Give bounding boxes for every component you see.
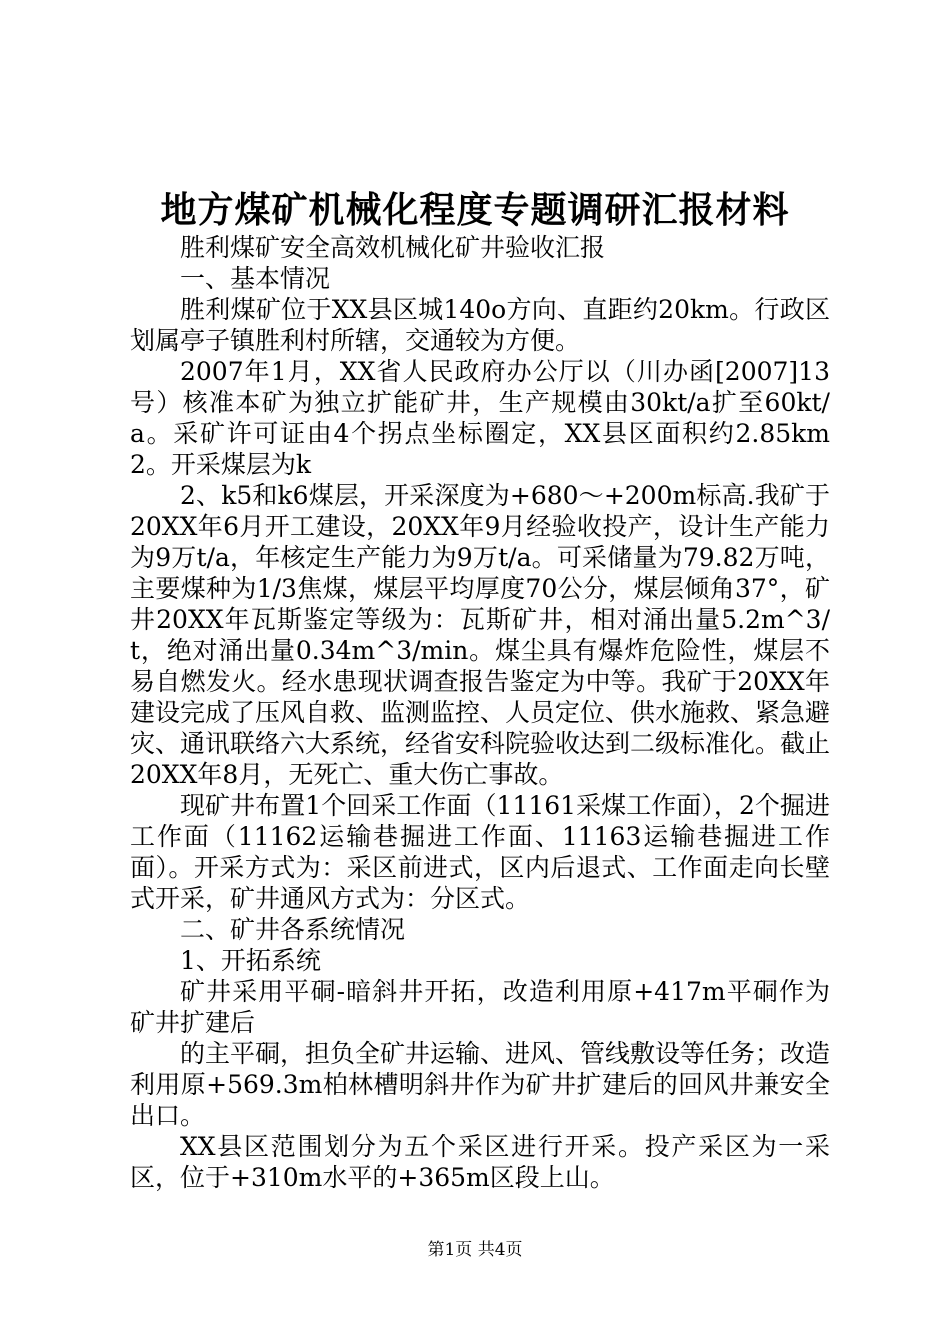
paragraph-location: 胜利煤矿位于XX县区城140o方向、直距约20km。行政区划属亭子镇胜利村所辖，交通较为方便。 <box>130 295 830 355</box>
page-footer: 第1页 共4页 <box>427 1240 523 1260</box>
paragraph-heading-systems: 二、矿井各系统情况 <box>180 915 406 944</box>
document-body <box>130 232 830 1193</box>
paragraph-coal-seams: 2、k5和k6煤层，开采深度为+680～+200m标高.我矿于20XX年6月开工建设，20XX年9月经验收投产，设计生产能力为9万t/a，年核定生产能力为9万t/a。可采储量为79.82万吨，主要煤种为1/3焦煤，煤层平均厚度70公分，煤层倾角37°，矿井20XX年瓦斯鉴定等级为：瓦斯矿井，相对涌出量5.2m^3/t，绝对涌出量0.34m^3/min。煤尘具有爆炸危险性，煤层不易自燃发火。经水患现状调查报告鉴定为中等。我矿于20XX年建设完成了压风自救、监测监控、人员定位、供水施救、紧急避灾、通讯联络六大系统，经省安科院验收达到二级标准化。截止20XX年8月，无死亡、重大伤亡事故。 <box>130 481 831 789</box>
paragraph-development-1: 矿井采用平硐-暗斜井开拓，改造利用原+417m平硐作为矿井扩建后 <box>130 977 830 1037</box>
paragraph-development-2: 的主平硐，担负全矿井运输、进风、管线敷设等任务；改造利用原+569.3m柏林槽明斜井作为矿井扩建后的回风井兼安全出口。 <box>130 1039 831 1130</box>
paragraph-subtitle: 胜利煤矿安全高效机械化矿井验收汇报 <box>180 233 606 262</box>
paragraph-approval: 2007年1月，XX省人民政府办公厅以（川办函[2007]13号）核准本矿为独立扩能矿井，生产规模由30kt/a扩至60kt/a。采矿许可证由4个拐点坐标圈定，XX县区面积约2.85km2。开采煤层为k <box>130 357 830 479</box>
paragraph-heading-basic-info: 一、基本情况 <box>180 264 331 293</box>
paragraph-working-faces: 现矿井布置1个回采工作面（11161采煤工作面），2个掘进工作面（11162运输巷掘进工作面、11163运输巷掘进工作面）。开采方式为：采区前进式，区内后退式、工作面走向长壁式开采，矿井通风方式为：分区式。 <box>130 791 830 913</box>
document-title: 地方煤矿机械化程度专题调研汇报材料 <box>160 189 790 231</box>
paragraph-mining-areas: XX县区范围划分为五个采区进行开采。投产采区为一采区，位于+310m水平的+365m区段上山。 <box>130 1132 830 1192</box>
paragraph-heading-development: 1、开拓系统 <box>180 946 321 975</box>
